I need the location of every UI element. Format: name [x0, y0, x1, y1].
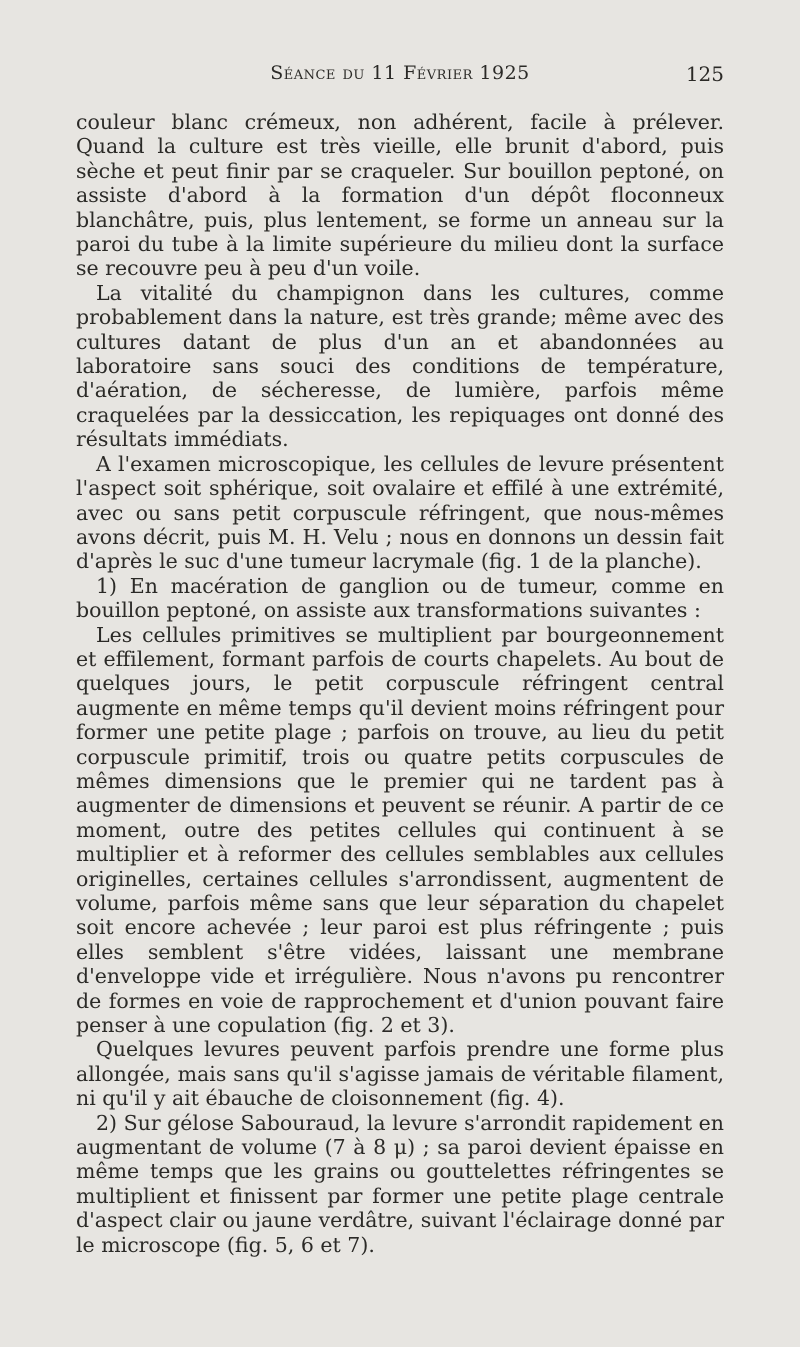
running-head — [76, 62, 724, 88]
paragraph-2: La vitalité du champignon dans les cultures, comme probablement dans la nature, est très grande; même avec des cultures datant de plus d'un an et abandonnées au laboratoire sans souci des conditions de température, d'aération, de sécheresse, de lumière, parfois même craquelées par la dessiccation, les repiquages ont donné des résultats immédiats. — [76, 280, 724, 452]
running-title: Séance du 11 Février 1925 — [270, 62, 530, 84]
paragraph-6: Quelques levures peuvent parfois prendre une forme plus allongée, mais sans qu'il s'agisse jamais de véritable filament, ni qu'il y ait ébauche de cloisonnement (fig. 4). — [76, 1037, 724, 1111]
page-number: 125 — [685, 62, 724, 86]
paragraph-3: A l'examen microscopique, les cellules de levure présentent l'aspect soit sphérique, soit ovalaire et effilé à une extrémité, avec ou sans petit corpuscule réfringent, que nous-mêmes avons décrit, puis M. H. Velu ; nous en donnons un dessin fait d'après le suc d'une tumeur lacrymale (fig. 1 de la planche). — [76, 451, 724, 574]
body-text — [76, 110, 724, 1257]
paragraph-1: couleur blanc crémeux, non adhérent, facile à prélever. Quand la culture est très vieille, elle brunit d'abord, puis sèche et peut finir par se craqueler. Sur bouillon peptoné, on assiste d'abord à la formation d'un dépôt floconneux blanchâtre, puis, plus lentement, se forme un anneau sur la paroi du tube à la limite supérieure du milieu dont la surface se recouvre peu à peu d'un voile. — [76, 110, 724, 281]
paragraph-5: Les cellules primitives se multiplient par bourgeonnement et effilement, formant parfois de courts chapelets. Au bout de quelques jours, le petit corpuscule réfringent central augmente en même temps qu'il devient moins réfringent pour former une petite plage ; parfois on trouve, au lieu du petit corpuscule primitif, trois ou quatre petits corpuscules de mêmes dimensions que le premier qui ne tardent pas à augmenter de dimensions et peuvent se réunir. A partir de ce moment, outre des petites cellules qui continuent à se multiplier et à reformer des cellules semblables aux cellules originelles, certaines cellules s'arrondissent, augmentent de volume, parfois même sans que leur séparation du chapelet soit encore achevée ; leur paroi est plus réfringente ; puis elles semblent s'être vidées, laissant une membrane d'enveloppe vide et irrégulière. Nous n'avons pu rencontrer de formes en voie de rapprochement et d'union pouvant faire penser à une copulation (fig. 2 et 3). — [76, 622, 724, 1038]
paragraph-7: 2) Sur gélose Sabouraud, la levure s'arrondit rapidement en augmentant de volume (7 à 8 μ) ; sa paroi devient épaisse en même temps que les grains ou gouttelettes réfringentes se multiplient et finissent par former une petite plage centrale d'aspect clair ou jaune verdâtre, suivant l'éclairage donné par le microscope (fig. 5, 6 et 7). — [76, 1110, 724, 1257]
paragraph-4: 1) En macération de ganglion ou de tumeur, comme en bouillon peptoné, on assiste aux transformations suivantes : — [76, 573, 724, 623]
